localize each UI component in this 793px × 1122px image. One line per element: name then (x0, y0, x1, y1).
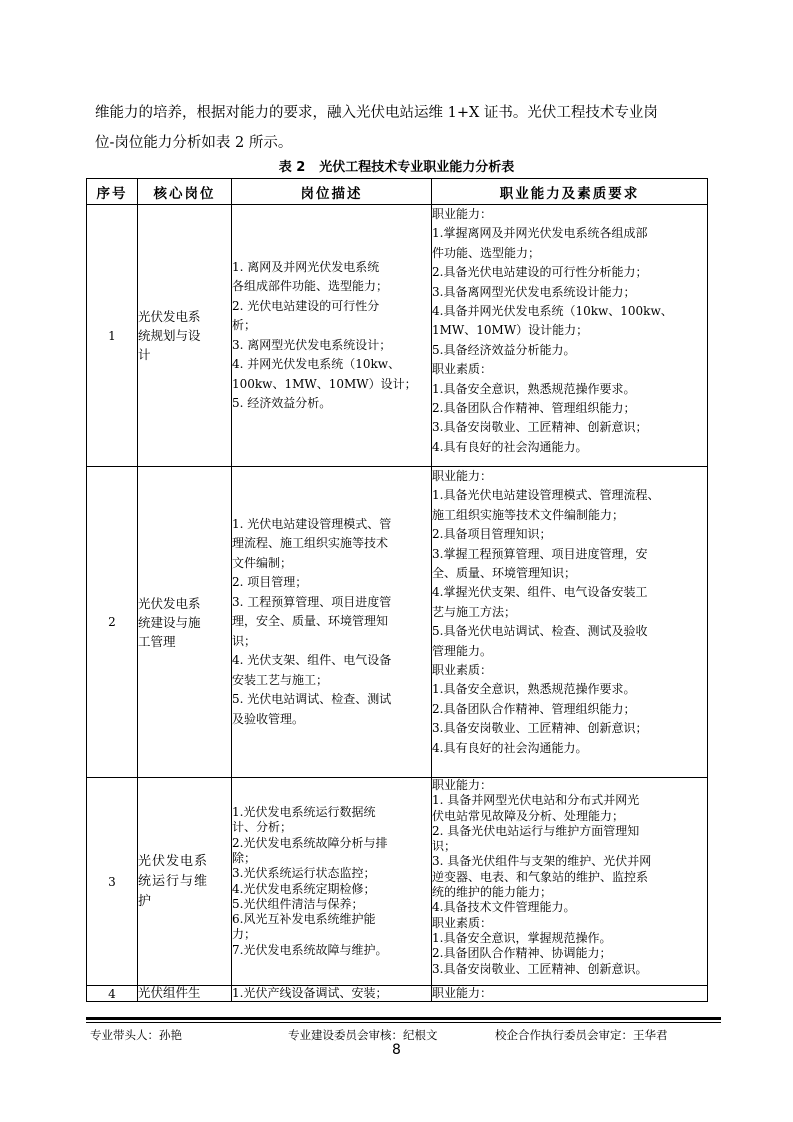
core-post-line: 统运行与维 (138, 873, 209, 889)
footer-committee: 专业建设委员会审核：纪根文 (288, 1028, 438, 1042)
footer-school-enterprise: 校企合作执行委员会审定：王华君 (495, 1028, 668, 1042)
core-post-line: 光伏发电系 (138, 595, 201, 611)
description-line: 5. 光伏电站调试、检查、测试 (232, 692, 392, 707)
requirement-line: 1MW、10MW）设计能力； (432, 323, 589, 338)
requirement-line: 施工组织实施等技术文件编制能力； (432, 507, 625, 522)
requirement-line: 3. 具备光伏组件与支架的维护、光伏并网 (432, 854, 652, 869)
requirements-cell (432, 986, 708, 1002)
requirement-line: 5.具备光伏电站调试、检查、测试及验收 (432, 624, 648, 639)
requirement-line: 2.具备光伏电站建设的可行性分析能力； (432, 265, 648, 280)
post-description-cell (232, 778, 432, 986)
requirement-line: 1.掌握离网及并网光伏发电系统各组成部 (432, 226, 648, 241)
description-line: 1.光伏发电系统运行数据统 (232, 805, 376, 820)
requirement-line: 全、质量、环境管理知识； (432, 566, 577, 581)
requirement-line: 职业能力： (432, 207, 493, 221)
requirement-line: 识； (432, 839, 457, 854)
header-serial: 序号 (87, 179, 138, 205)
requirement-line: 4.具有良好的社会沟通能力。 (432, 439, 588, 454)
description-line: 理流程、施工组织实施等技术 (232, 536, 389, 551)
requirement-line: 2.具备团队合作精神、管理组织能力； (432, 401, 636, 416)
requirement-line: 2.具备团队合作精神、协调能力； (432, 946, 612, 961)
description-line: 力； (232, 927, 257, 942)
requirement-line: 职业能力： (432, 469, 493, 483)
page-number: 8 (392, 1042, 401, 1058)
description-line: 计、分析； (232, 820, 293, 835)
requirement-line: 1.具备安全意识，熟悉规范操作要求。 (432, 381, 636, 396)
requirement-line: 2.具备项目管理知识； (432, 527, 552, 542)
requirement-line: 件功能、选型能力； (432, 245, 541, 260)
table-header-row (87, 179, 708, 205)
post-description-cell (232, 986, 432, 1002)
description-line: 理，安全、质量、环境管理知 (232, 614, 389, 629)
description-line: 6.风光互补发电系统维护能 (232, 912, 376, 927)
row-number: 4 (87, 986, 138, 1002)
requirement-line: 1.具备光伏电站建设管理模式、管理流程、 (432, 488, 660, 503)
description-line: 1.光伏产线设备调试、安装； (232, 986, 388, 1000)
table-caption-number: 表 2 (278, 160, 306, 175)
requirement-line: 5.具备经济效益分析能力。 (432, 342, 576, 357)
description-line: 5. 经济效益分析。 (232, 396, 332, 410)
core-post-line: 护 (138, 893, 153, 909)
intro-line: 位-岗位能力分析如表 2 所示。 (95, 135, 293, 151)
description-line: 4. 光伏支架、组件、电气设备 (232, 653, 392, 668)
description-line: 4.光伏发电系统定期检修； (232, 881, 376, 896)
footer-rule-thick (86, 1017, 721, 1020)
post-description-cell (232, 467, 432, 778)
description-line: 安装工艺与施工； (232, 672, 329, 687)
ability-analysis-table (86, 178, 708, 1002)
core-post-line: 统建设与施 (138, 614, 201, 630)
requirement-line: 1.具备安全意识，熟悉规范操作要求。 (432, 682, 636, 697)
header-ability-requirements: 职业能力及素质要求 (432, 179, 708, 205)
requirement-line: 职业素质： (432, 362, 493, 377)
table-row (87, 205, 708, 467)
requirement-line: 2.具备团队合作精神、管理组织能力； (432, 701, 636, 716)
description-line: 析； (232, 318, 257, 332)
intro-line: 维能力的培养，根据对能力的要求，融入光伏电站运维 1+X 证书。光伏工程技术专业岗 (95, 105, 658, 121)
description-line: 4. 并网光伏发电系统（10kw、 (232, 357, 401, 371)
description-line: 5.光伏组件清洁与保养； (232, 896, 364, 911)
requirement-line: 4.具备技术文件管理能力。 (432, 900, 576, 915)
requirement-line: 逆变器、电表、和气象站的维护、监控系 (432, 869, 649, 884)
table-row (87, 467, 708, 778)
requirement-line: 伏电站常见故障及分析、处理能力； (432, 808, 625, 823)
requirement-line: 1.具备安全意识，掌握规范操作。 (432, 930, 612, 945)
footer-lead: 专业带头人：孙艳 (90, 1028, 182, 1042)
requirement-line: 1. 具备并网型光伏电站和分布式并网光 (432, 793, 640, 808)
requirement-line: 3.具备离网型光伏发电系统设计能力； (432, 284, 636, 299)
requirement-line: 3.具备安岗敬业、工匠精神、创新意识； (432, 721, 648, 736)
requirement-line: 3.具备安岗敬业、工匠精神、创新意识； (432, 420, 648, 435)
core-post-cell (138, 986, 232, 1002)
core-post-cell (138, 778, 232, 986)
requirement-line: 职业能力： (432, 986, 493, 1000)
core-post-line: 统规划与设 (138, 328, 201, 343)
description-line: 2.光伏发电系统故障分析与排 (232, 835, 388, 850)
description-line: 2. 项目管理； (232, 575, 308, 590)
row-number: 1 (87, 205, 138, 467)
table-row (87, 986, 708, 1002)
intro-paragraph (95, 98, 705, 158)
requirement-line: 4.具有良好的社会沟通能力。 (432, 740, 588, 755)
description-line: 各组成部件功能、选型能力； (232, 279, 389, 293)
requirement-line: 艺与施工方法； (432, 604, 517, 619)
description-line: 及验收管理。 (232, 711, 305, 726)
core-post-line: 光伏发电系 (138, 853, 209, 869)
description-line: 识； (232, 633, 257, 648)
description-line: 100kw、1MW、10MW）设计； (232, 376, 417, 391)
requirement-line: 3.具备安岗敬业、工匠精神、创新意识。 (432, 961, 648, 976)
requirement-line: 职业能力： (432, 778, 493, 792)
requirement-line: 职业素质： (432, 663, 493, 678)
requirement-line: 4.掌握光伏支架、组件、电气设备安装工 (432, 585, 648, 600)
requirements-cell (432, 467, 708, 778)
core-post-cell (138, 467, 232, 778)
table-caption (0, 158, 793, 178)
description-line: 除； (232, 850, 257, 865)
requirement-line: 4.具备并网光伏发电系统（10kw、100kw、 (432, 304, 673, 319)
core-post-line: 工管理 (138, 633, 176, 649)
table-row (87, 778, 708, 986)
core-post-line: 计 (138, 347, 151, 362)
header-post-description: 岗位描述 (232, 179, 432, 205)
requirement-line: 管理能力。 (432, 643, 493, 658)
footer-rule-thin (86, 1022, 721, 1023)
description-line: 3. 离网型光伏发电系统设计； (232, 337, 392, 352)
core-post-line: 光伏发电系 (138, 309, 201, 324)
post-description-cell (232, 205, 432, 467)
requirement-line: 2. 具备光伏电站运行与维护方面管理知 (432, 823, 640, 838)
core-post-line: 光伏组件生 (138, 985, 201, 1000)
description-line: 2. 光伏电站建设的可行性分 (232, 298, 380, 313)
header-core-post: 核心岗位 (138, 179, 232, 205)
description-line: 7.光伏发电系统故障与维护。 (232, 942, 388, 957)
requirement-line: 统的维护的能力能力； (432, 885, 553, 900)
requirement-line: 职业素质： (432, 915, 493, 930)
requirement-line: 3.掌握工程预算管理、项目进度管理，安 (432, 546, 648, 561)
core-post-cell (138, 205, 232, 467)
requirements-cell (432, 778, 708, 986)
description-line: 3. 工程预算管理、项目进度管 (232, 594, 392, 609)
description-line: 1. 光伏电站建设管理模式、管 (232, 516, 392, 531)
description-line: 1. 离网及并网光伏发电系统 (232, 259, 380, 274)
table-caption-title: 光伏工程技术专业职业能力分析表 (319, 160, 515, 175)
requirements-cell (432, 205, 708, 467)
row-number: 2 (87, 467, 138, 778)
row-number: 3 (87, 778, 138, 986)
description-line: 3.光伏系统运行状态监控； (232, 866, 376, 881)
description-line: 文件编制； (232, 555, 293, 570)
